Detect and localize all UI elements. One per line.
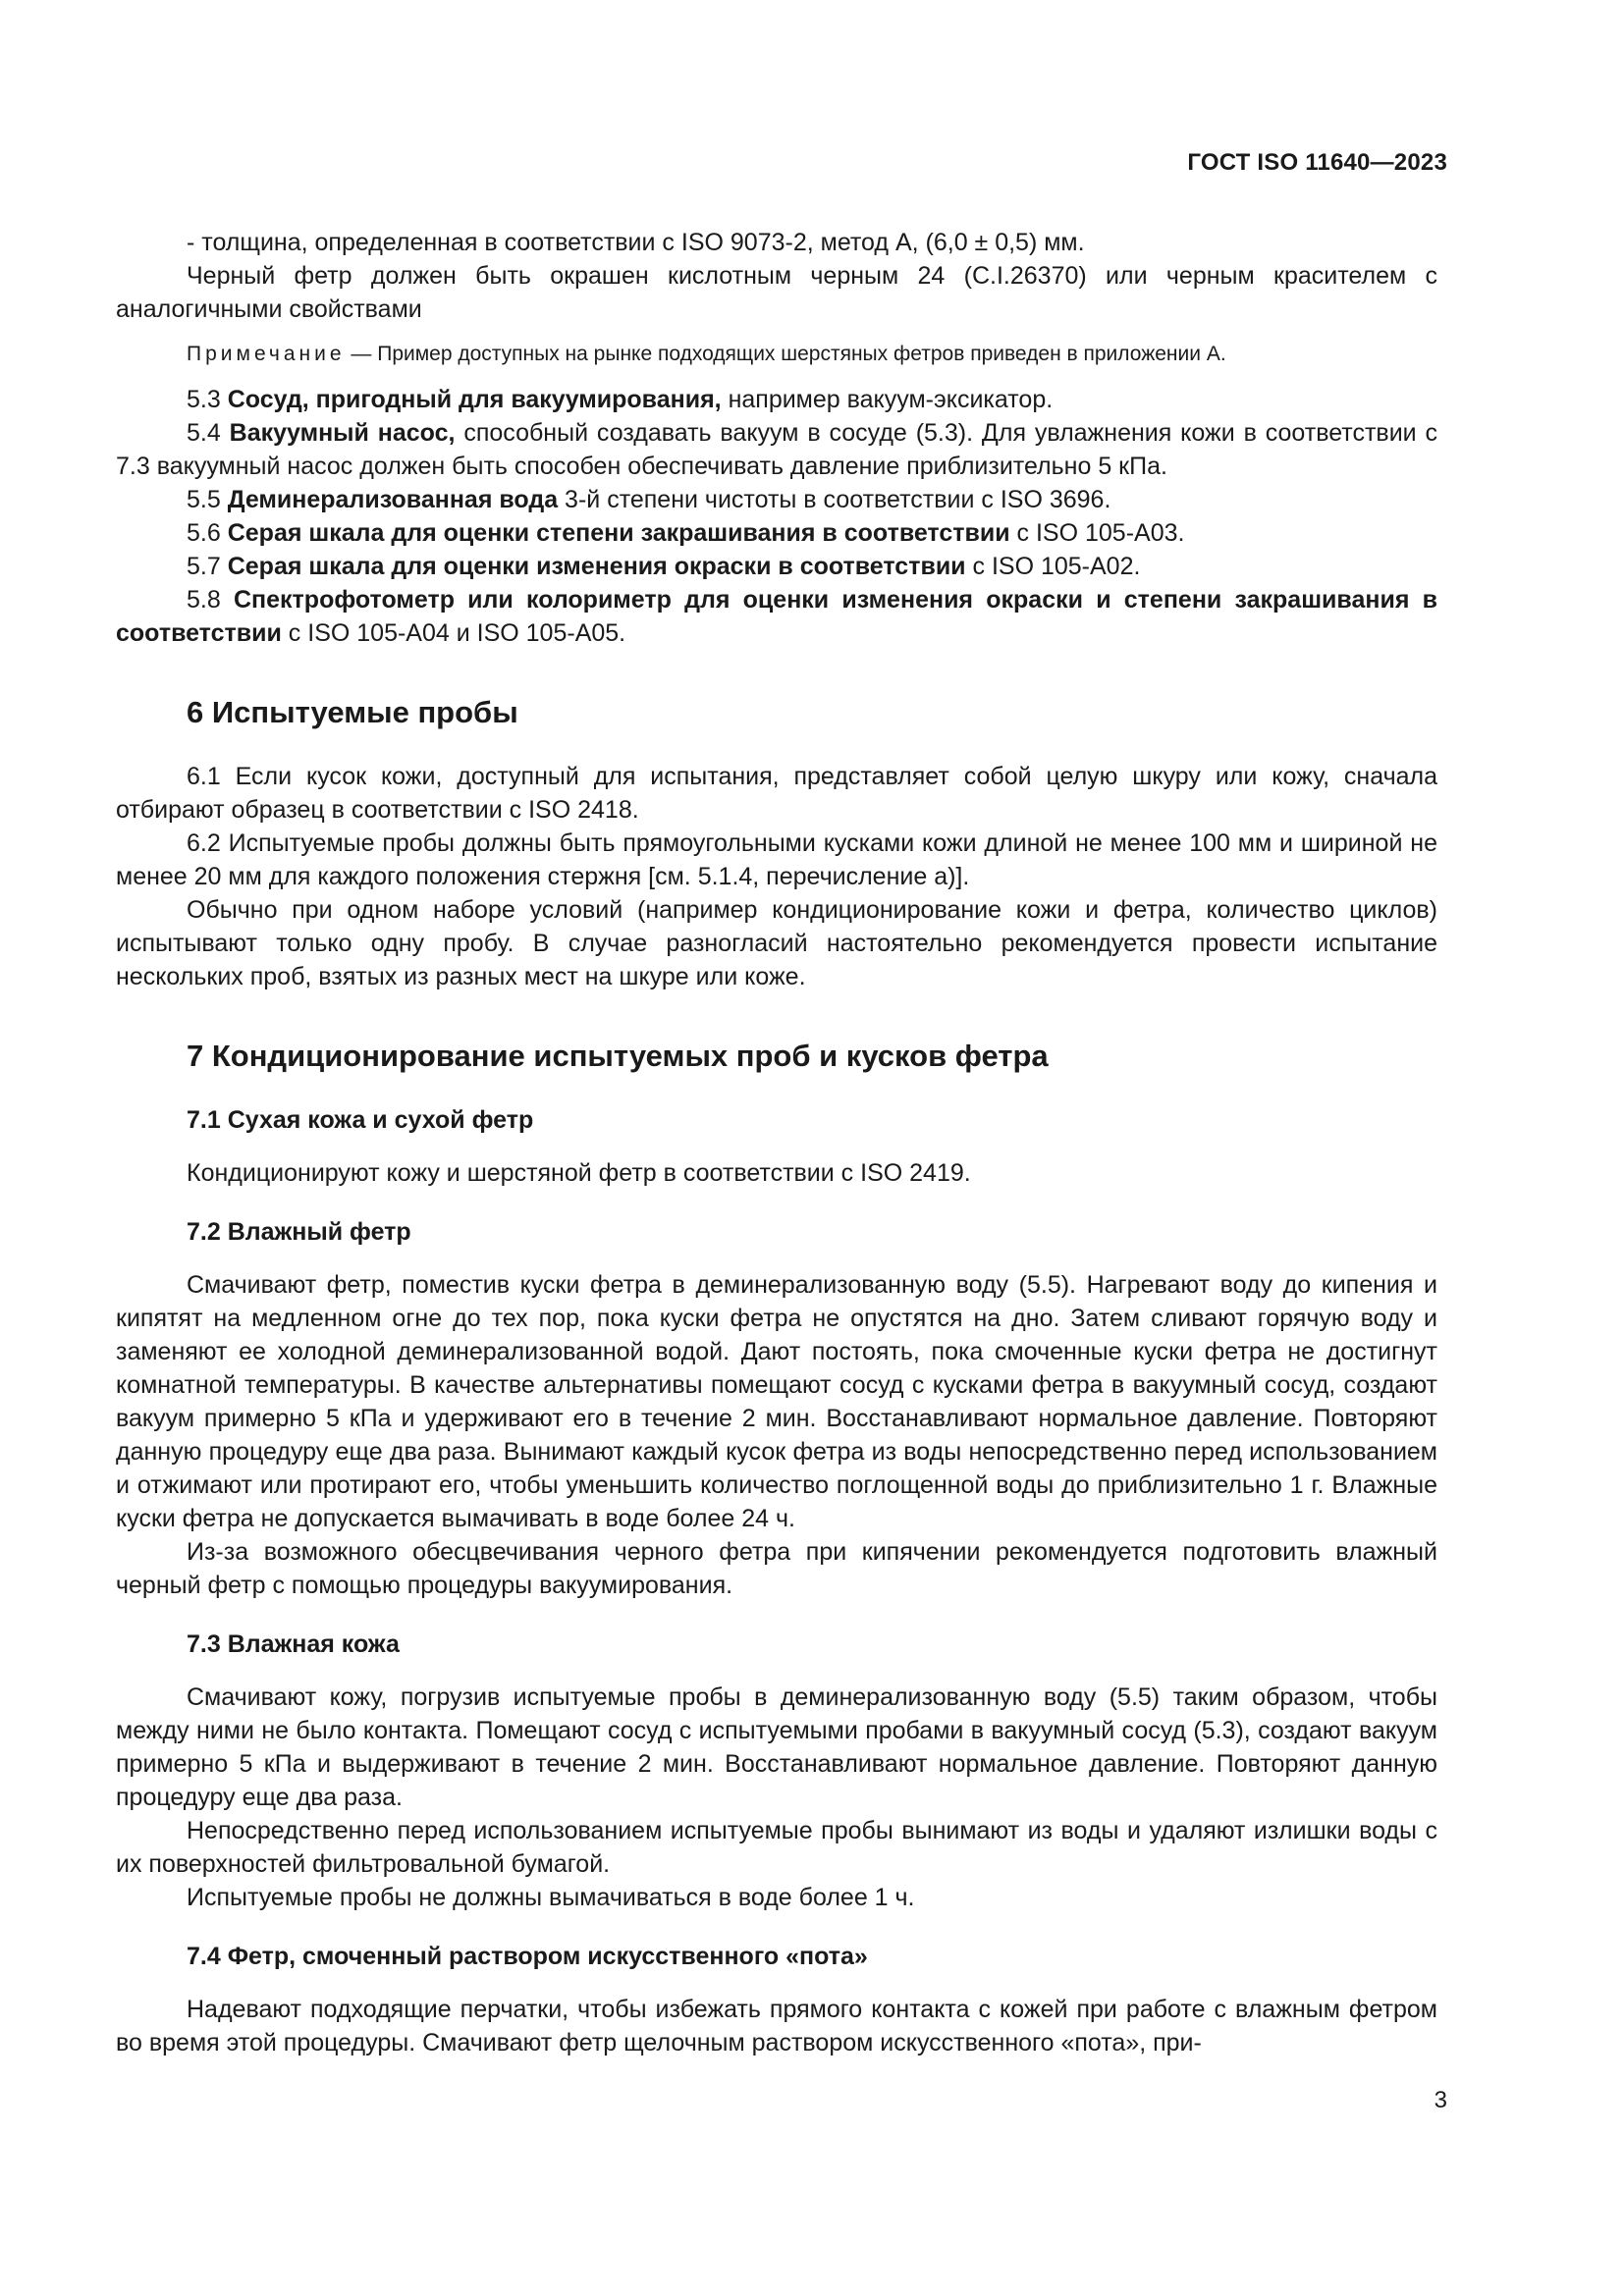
item-text: например вакуум-эксикатор. (721, 386, 1054, 413)
item-term: Серая шкала для оценки степени закрашивания в соответствии (227, 519, 1010, 547)
item-5-6 (116, 516, 1437, 550)
black-felt-paragraph: Черный фетр должен быть окрашен кислотным черным 24 (C.I.26370) или черным красителем с аналогичными свойствами (116, 262, 1437, 323)
item-text: 3-й степени чистоты в соответствии с ISO 3696. (558, 486, 1111, 513)
note (116, 340, 1437, 369)
section-7-3-paragraph-3: Испытуемые пробы не должны вымачиваться в воде более 1 ч. (187, 1884, 915, 1911)
item-number: 5.6 (187, 519, 221, 547)
document-code-header: ГОСТ ISO 11640—2023 (1187, 149, 1447, 176)
item-text: с ISO 105-A03. (1009, 519, 1185, 547)
note-label: Примечание (187, 343, 346, 365)
section-7-1-paragraph: Кондиционируют кожу и шерстяной фетр в соответствии с ISO 2419. (187, 1159, 971, 1187)
section-7-1-heading: 7.1 Сухая кожа и сухой фетр (187, 1106, 534, 1134)
section-7-3-paragraph-1: Смачивают кожу, погрузив испытуемые пробы в деминерализованную воду (5.5) таким образом, чтобы между ними не было контакта. Помещают сосуд с испытуемыми пробами в вакуумный сосуд (5.3), создают вакуум примерно 5 кПа и выдерживают в течение 2 мин. Восстанавливают нормальное давление. Повторяют данную процедуру еще два раза. (116, 1683, 1437, 1811)
item-term: Сосуд, пригодный для вакуумирования, (227, 386, 722, 413)
section-7-4-paragraph: Надевают подходящие перчатки, чтобы избежать прямого контакта с кожей при работе с влажным фетром во время этой процедуры. Смачивают фетр щелочным раствором искусственного «пота», при- (116, 1996, 1437, 2056)
section-6-paragraph: Обычно при одном наборе условий (например кондиционирование кожи и фетра, количество циклов) испытывают только одну пробу. В случае разногласий настоятельно рекомендуется провести испытание нескольких проб, взятых из разных мест на шкуре или коже. (116, 896, 1437, 990)
item-text: с ISO 105-A04 и ISO 105-A05. (281, 619, 626, 647)
item-text: способный создавать вакуум в сосуде (5.3). Для увлажнения кожи в соответствии с 7.3 вакуумный насос должен быть способен обеспечивать давление приблизительно 5 кПа. (116, 419, 1437, 480)
note-text: — Пример доступных на рынке подходящих шерстяных фетров приведен в приложении А. (351, 343, 1226, 365)
item-5-8 (116, 583, 1437, 650)
section-7-3-paragraph-2: Непосредственно перед использованием испытуемые пробы вынимают из воды и удаляют излишки воды с их поверхностей фильтровальной бумагой. (116, 1817, 1437, 1878)
thickness-line: - толщина, определенная в соответствии с ISO 9073-2, метод А, (6,0 ± 0,5) мм. (187, 229, 1085, 256)
item-number: 5.3 (187, 386, 221, 413)
item-term: Вакуумный насос, (229, 419, 456, 447)
item-5-7 (116, 550, 1437, 583)
section-7-2-paragraph-2: Из-за возможного обесцвечивания черного фетра при кипячении рекомендуется подготовить влажный черный фетр с помощью процедуры вакуумирования. (116, 1538, 1437, 1599)
section-6-2: 6.2 Испытуемые пробы должны быть прямоугольными кусками кожи длиной не менее 100 мм и шириной не менее 20 мм для каждого положения стержня [см. 5.1.4, перечисление а)]. (116, 829, 1437, 890)
item-5-4 (116, 416, 1437, 483)
section-6-1: 6.1 Если кусок кожи, доступный для испытания, представляет собой целую шкуру или кожу, сначала отбирают образец в соответствии с ISO 2418. (116, 763, 1437, 824)
item-number: 5.8 (187, 586, 221, 614)
item-term: Деминерализованная вода (227, 486, 559, 513)
item-number: 5.7 (187, 553, 221, 580)
page-number: 3 (1434, 2087, 1447, 2113)
section-6-heading: 6 Испытуемые пробы (187, 695, 518, 729)
item-5-5 (116, 483, 1437, 516)
section-7-3-heading: 7.3 Влажная кожа (187, 1630, 400, 1658)
section-7-heading: 7 Кондиционирование испытуемых проб и кусков фетра (187, 1039, 1049, 1073)
item-term: Спектрофотометр или колориметр для оценки изменения окраски и степени закрашивания в соответствии (116, 586, 1437, 647)
section-7-2-paragraph-1: Смачивают фетр, поместив куски фетра в деминерализованную воду (5.5). Нагревают воду до кипения и кипятят на медленном огне до тех пор, пока куски фетра не опустятся на дно. Затем сливают горячую воду и заменяют ее холодной деминерализованной водой. Дают постоять, пока смоченные куски фетра не достигнут комнатной температуры. В качестве альтернативы помещают сосуд с кусками фетра в вакуумный сосуд, создают вакуум примерно 5 кПа и удерживают его в течение 2 мин. Восстанавливают нормальное давление. Повторяют данную процедуру еще два раза. Вынимают каждый кусок фетра из воды непосредственно перед использованием и отжимают или протирают его, чтобы уменьшить количество поглощенной воды до приблизительно 1 г. Влажные куски фетра не допускается вымачивать в воде более 24 ч. (116, 1271, 1437, 1532)
item-number: 5.4 (187, 419, 221, 447)
item-number: 5.5 (187, 486, 221, 513)
item-5-3 (116, 383, 1437, 416)
item-term: Серая шкала для оценки изменения окраски в соответствии (227, 553, 966, 580)
section-7-2-heading: 7.2 Влажный фетр (187, 1218, 411, 1246)
section-7-4-heading: 7.4 Фетр, смоченный раствором искусственного «пота» (187, 1943, 868, 1970)
item-text: с ISO 105-A02. (965, 553, 1141, 580)
page-content (116, 226, 1437, 2059)
